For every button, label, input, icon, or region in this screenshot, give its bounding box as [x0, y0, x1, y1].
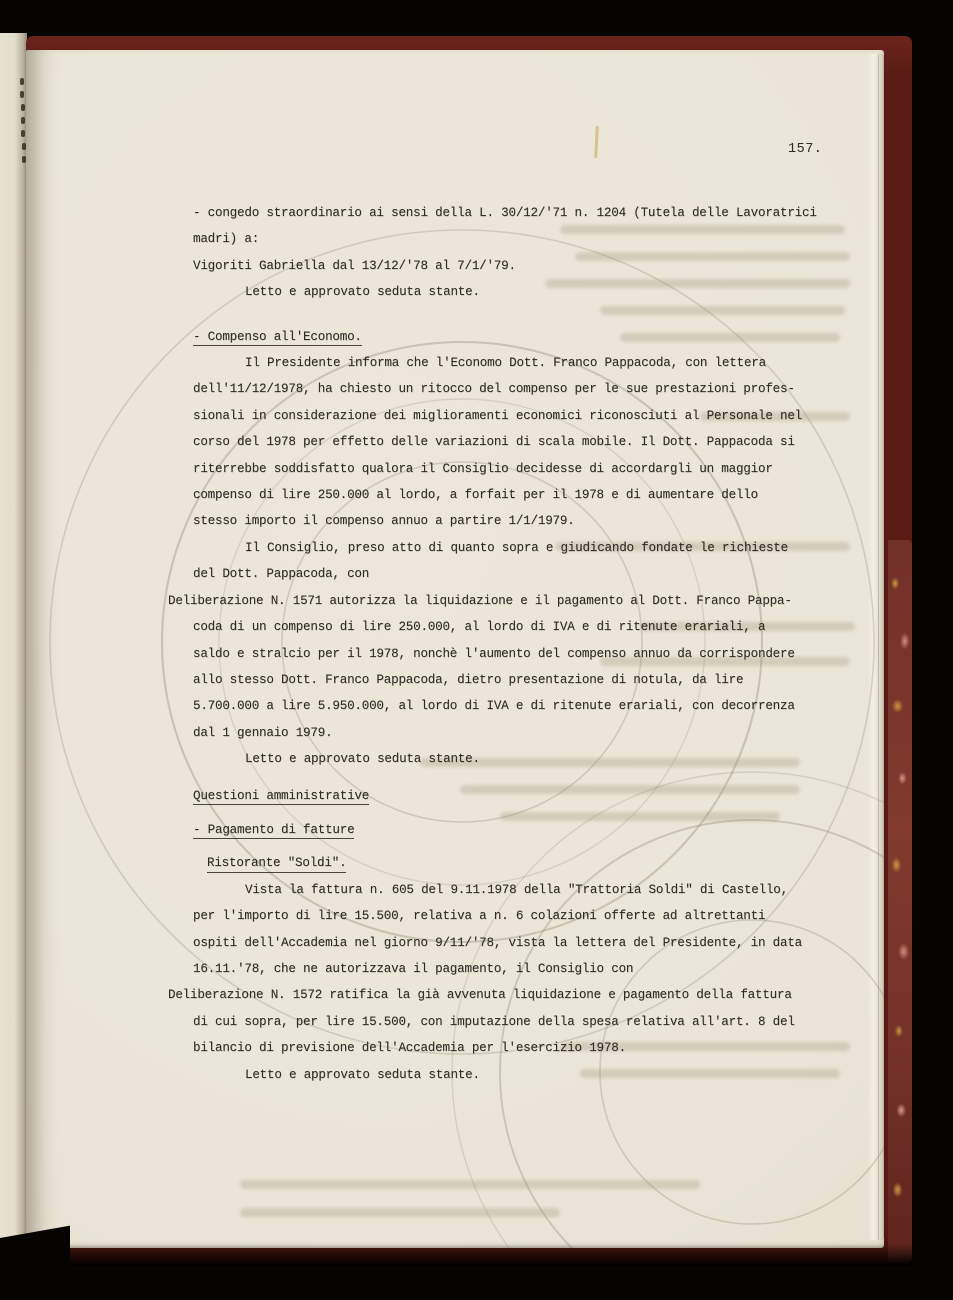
text-line: dell'11/12/1978, ha chiesto un ritocco del compenso per le sue prestazioni profes- — [193, 382, 795, 397]
stitch-mark — [21, 117, 25, 124]
bleed-through-text — [240, 1180, 700, 1189]
underlined-heading: Ristorante "Soldi". — [207, 856, 346, 873]
text-line — [207, 850, 858, 876]
text-line: saldo e stralcio per il 1978, nonchè l'aumento del compenso annuo da corrispondere — [193, 646, 795, 661]
text-line: Il Presidente informa che l'Economo Dott. Franco Pappacoda, con lettera — [245, 356, 766, 371]
text-line: corso del 1978 per effetto delle variazioni di scala mobile. Il Dott. Pappacoda si — [193, 435, 795, 450]
text-line: sionali in considerazione dei miglioramenti economici riconosciuti al Personale nel — [193, 408, 803, 423]
text-line: bilancio di previsione dell'Accademia per l'esercizio 1978. — [193, 1041, 626, 1056]
text-line: madri) a: — [193, 232, 260, 247]
stitch-mark — [22, 156, 26, 163]
text-line: coda di un compenso di lire 250.000, al lordo di IVA e di ritenute erariali, a — [193, 620, 766, 635]
stitch-mark — [21, 104, 25, 111]
text-line: riterrebbe soddisfatto qualora il Consiglio decidesse di accordargli un maggior — [193, 461, 773, 476]
text-line — [193, 817, 858, 843]
stitch-mark — [22, 143, 26, 150]
underlined-heading: Questioni amministrative — [193, 789, 369, 806]
underlined-heading: - Pagamento di fatture — [193, 823, 354, 840]
text-line: Vista la fattura n. 605 del 9.11.1978 della "Trattoria Soldi" di Castello, — [245, 882, 788, 897]
text-line: - congedo straordinario ai sensi della L. 30/12/'71 n. 1204 (Tutela delle Lavoratrici — [193, 206, 817, 220]
text-line: Letto e approvato seduta stante. — [245, 752, 480, 767]
underlying-page-edge — [0, 33, 27, 1255]
text-line: Il Consiglio, preso atto di quanto sopra e giudicando fondate le richieste — [245, 540, 788, 555]
typewritten-text-block — [168, 200, 858, 1088]
page-stack-edge — [868, 54, 884, 1240]
text-line: Vigoriti Gabriella dal 13/12/'78 al 7/1/'79. — [193, 258, 516, 273]
underlined-heading: - Compenso all'Economo. — [193, 330, 362, 347]
text-line: per l'importo di lire 15.500, relativa a n. 6 colazioni offerte ad altrettanti — [193, 909, 766, 924]
text-line: dal 1 gennaio 1979. — [193, 725, 333, 740]
text-line: 16.11.'78, che ne autorizzava il pagamento, il Consiglio con — [193, 961, 634, 976]
stitch-mark — [20, 78, 24, 85]
text-line: compenso di lire 250.000 al lordo, a forfait per il 1978 e di aumentare dello — [193, 488, 758, 503]
stitch-mark — [20, 91, 24, 98]
text-line: Deliberazione N. 1572 ratifica la già avvenuta liquidazione e pagamento della fattura — [168, 988, 792, 1003]
text-line — [193, 324, 858, 350]
text-line: Deliberazione N. 1571 autorizza la liquidazione e il pagamento al Dott. Franco Pappa- — [168, 593, 792, 608]
book-page — [26, 50, 884, 1248]
stitch-mark — [21, 130, 25, 137]
text-line — [193, 783, 858, 809]
cover-bottom-shadow — [26, 1244, 912, 1266]
text-line: Letto e approvato seduta stante. — [245, 1067, 480, 1082]
paper-scratch — [594, 126, 598, 158]
text-line: di cui sopra, per lire 15.500, con imputazione della spesa relativa all'art. 8 del — [193, 1014, 795, 1029]
text-line: allo stesso Dott. Franco Pappacoda, dietro presentazione di notula, da lire — [193, 672, 744, 687]
text-line: Letto e approvato seduta stante. — [245, 285, 480, 300]
text-line: stesso importo il compenso annuo a partire 1/1/1979. — [193, 514, 575, 529]
text-line: 5.700.000 a lire 5.950.000, al lordo di IVA e di ritenute erariali, con decorrenza — [193, 699, 795, 714]
text-line: ospiti dell'Accademia nel giorno 9/11/'78, vista la lettera del Presidente, in data — [193, 935, 803, 950]
bleed-through-text — [240, 1208, 560, 1217]
text-line: del Dott. Pappacoda, con — [193, 567, 370, 582]
marbled-endpaper-edge — [888, 540, 912, 1262]
page-number: 157. — [788, 142, 823, 157]
